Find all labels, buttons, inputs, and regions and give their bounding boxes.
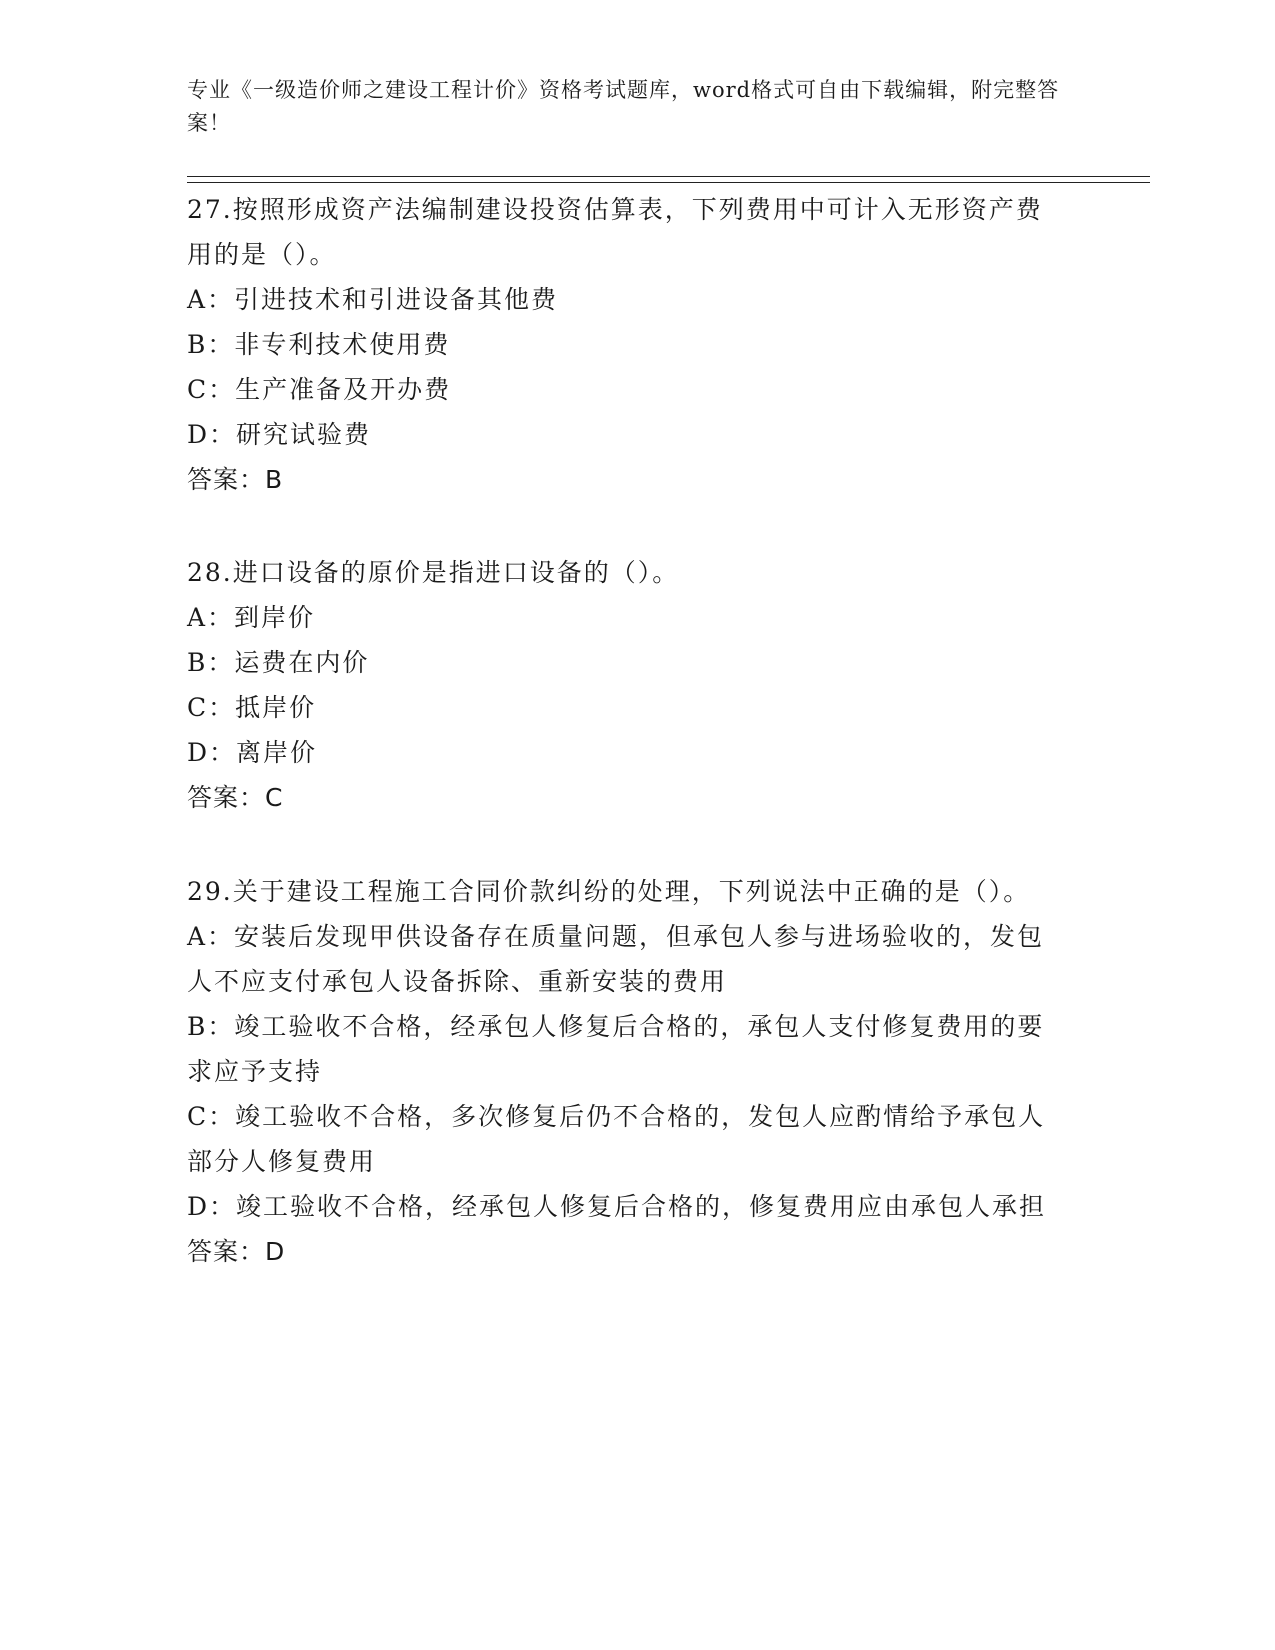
question-stem: 27.按照形成资产法编制建设投资估算表，下列费用中可计入无形资产费用的是（）。 (187, 195, 1043, 269)
question-27 (187, 187, 1067, 502)
option-a: A：安装后发现甲供设备存在质量问题，但承包人参与进场验收的，发包人不应支付承包人设备拆除、重新安装的费用 (187, 922, 1045, 996)
header-divider-top (187, 176, 1150, 177)
option-a: A：到岸价 (187, 603, 316, 632)
answer: 答案：B (187, 465, 284, 494)
question-stem: 29.关于建设工程施工合同价款纠纷的处理，下列说法中正确的是（）。 (187, 877, 1031, 906)
option-c: C：竣工验收不合格，多次修复后仍不合格的，发包人应酌情给予承包人部分人修复费用 (187, 1102, 1046, 1176)
option-d: D：研究试验费 (187, 420, 372, 449)
answer: 答案：C (187, 783, 284, 812)
option-c: C：抵岸价 (187, 693, 317, 722)
option-a: A：引进技术和引进设备其他费 (187, 285, 559, 314)
question-29 (187, 869, 1067, 1274)
option-c: C：生产准备及开办费 (187, 375, 452, 404)
option-d: D：离岸价 (187, 738, 318, 767)
option-b: B：竣工验收不合格，经承包人修复后合格的，承包人支付修复费用的要求应予支持 (187, 1012, 1045, 1086)
option-b: B：运费在内价 (187, 648, 370, 677)
option-d: D：竣工验收不合格，经承包人修复后合格的，修复费用应由承包人承担 (187, 1192, 1047, 1221)
option-b: B：非专利技术使用费 (187, 330, 451, 359)
document-intro: 专业《一级造价师之建设工程计价》资格考试题库，word格式可自由下载编辑，附完整答案！ (187, 78, 1060, 135)
question-28 (187, 550, 1067, 820)
question-stem: 28.进口设备的原价是指进口设备的（）。 (187, 558, 680, 587)
header-divider-bottom (187, 182, 1150, 183)
answer: 答案：D (187, 1237, 286, 1266)
